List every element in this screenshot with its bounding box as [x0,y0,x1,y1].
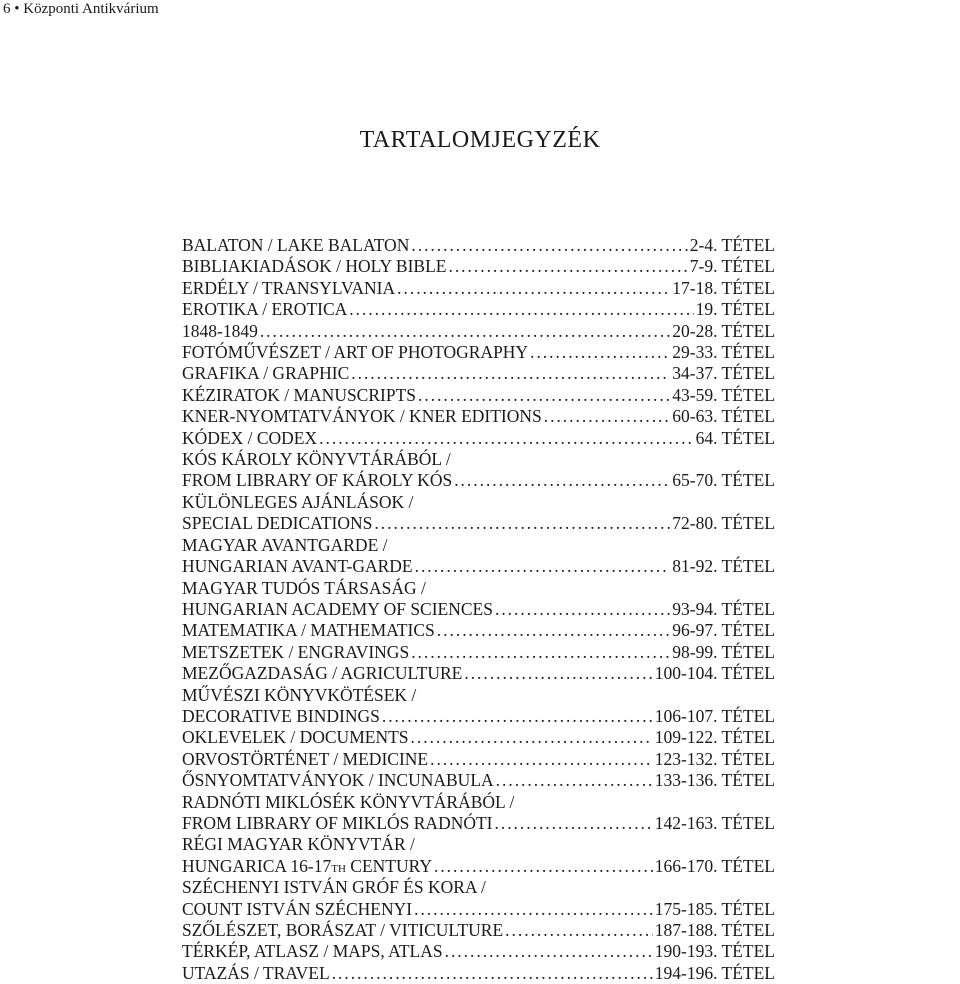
toc-entry-pages: 194-196. TÉTEL [654,962,775,983]
toc-entry-pages: 29-33. TÉTEL [672,342,775,363]
toc-entry [182,920,775,941]
running-head: 6 • Központi Antikvárium [3,1,159,17]
toc-entry-title: KNER-NYOMTATVÁNYOK / KNER EDITIONS [182,406,542,427]
toc-entry [182,235,775,256]
toc-entry-line [182,256,775,277]
toc-entry-title: KÉZIRATOK / MANUSCRIPTS [182,384,417,405]
toc-entry-pages: 123-132. TÉTEL [654,748,775,769]
toc-entry-pages: 106-107. TÉTEL [654,705,775,726]
dot-leader [349,299,693,320]
toc-entry-title: KÓS KÁROLY KÖNYVTÁRÁBÓL / [182,449,451,470]
toc-entry-title: MEZŐGAZDASÁG / AGRICULTURE [182,663,463,684]
toc-entry [182,663,775,684]
toc-entry-pages: 64. TÉTEL [695,427,775,448]
toc-entry-pages: 109-122. TÉTEL [654,727,775,748]
toc-entry [182,792,775,835]
toc-entry-pages: 100-104. TÉTEL [654,663,775,684]
toc-entry-line [182,321,775,342]
dot-leader [544,406,671,427]
toc-entry [182,299,775,320]
toc-entry [182,749,775,770]
toc-entry-pages: 60-63. TÉTEL [672,406,775,427]
toc-entry-title: 1848-1849 [182,320,258,341]
dot-leader [495,599,670,620]
toc-entry [182,363,775,384]
toc-entry [182,877,775,920]
toc-entry-title: MAGYAR AVANTGARDE / [182,534,388,555]
page-title: TARTALOMJEGYZÉK [359,127,601,153]
toc-entry-line [182,792,775,813]
table-of-contents [182,235,775,984]
toc-entry-pages: 2-4. TÉTEL [689,235,775,255]
toc-entry-title: BALATON / LAKE BALATON [182,235,410,255]
toc-entry [182,342,775,363]
toc-entry [182,321,775,342]
dot-leader [434,856,653,877]
toc-entry-pages: 175-185. TÉTEL [654,898,775,919]
toc-entry-pages: 187-188. TÉTEL [654,920,775,940]
toc-entry-title: BIBLIAKIADÁSOK / HOLY BIBLE [182,256,447,277]
toc-entry [182,642,775,663]
toc-entry-pages: 81-92. TÉTEL [672,556,775,577]
toc-entry-title: RÉGI MAGYAR KÖNYVTÁR / [182,834,415,855]
dot-leader [332,963,653,984]
toc-entry [182,578,775,621]
toc-entry-pages: 142-163. TÉTEL [654,812,775,833]
toc-entry [182,449,775,492]
toc-entry-title: FROM LIBRARY OF MIKLÓS RADNÓTI [182,812,493,833]
toc-entry [182,278,775,299]
toc-entry-line [182,513,775,534]
toc-entry-title: HUNGARIAN AVANT-GARDE [182,556,413,577]
toc-entry-pages: 133-136. TÉTEL [654,770,775,791]
toc-entry-title: HUNGARICA 16-17 [182,855,332,876]
toc-entry-line [182,406,775,427]
toc-entry-line [182,578,775,599]
toc-entry [182,428,775,449]
toc-entry-line [182,556,775,577]
toc-entry-pages: 19. TÉTEL [695,299,775,320]
toc-entry-pages: 72-80. TÉTEL [672,513,775,534]
toc-entry-title: COUNT ISTVÁN SZÉCHENYI [182,898,413,919]
toc-entry-title: RADNÓTI MIKLÓSÉK KÖNYVTÁRÁBÓL / [182,791,515,812]
toc-entry-line [182,770,775,791]
toc-entry-title: UTAZÁS / TRAVEL [182,962,330,983]
toc-entry-line [182,663,775,684]
dot-leader [414,899,653,920]
toc-entry-line [182,620,775,641]
dot-leader [411,727,653,748]
toc-entry-line [182,342,775,363]
toc-entry-title: KÓDEX / CODEX [182,427,318,448]
toc-entry-line [182,299,775,320]
toc-entry-title: SZŐLÉSZET, BORÁSZAT / VITICULTURE [182,920,504,940]
toc-entry-line [182,813,775,834]
toc-entry-title-tail: CENTURY [345,855,432,876]
toc-entry-line [182,470,775,491]
toc-entry [182,727,775,748]
toc-entry-line [182,278,775,299]
toc-entry-line [182,235,775,256]
dot-leader [496,770,653,791]
toc-entry-line: HUNGARICA 16-17 TH CENTURY . . . 166-170. TÉTEL [182,856,775,877]
toc-entry [182,620,775,641]
toc-entry-line [182,599,775,620]
toc-entry-title: KÜLÖNLEGES AJÁNLÁSOK / [182,491,414,512]
toc-entry-title: EROTIKA / EROTICA [182,299,348,320]
dot-leader [430,749,653,770]
dot-leader [454,470,670,491]
dot-leader [418,385,670,406]
toc-entry-pages: 43-59. TÉTEL [672,384,775,405]
toc-entry-title: FOTÓMŰVÉSZET / ART OF PHOTOGRAPHY [182,342,529,363]
dot-leader [495,813,653,834]
toc-entry-title: GRAFIKA / GRAPHIC [182,363,350,384]
toc-entry-pages: 34-37. TÉTEL [672,363,775,384]
toc-entry-pages: 20-28. TÉTEL [672,320,775,341]
toc-entry-line [182,642,775,663]
toc-entry [182,492,775,535]
toc-entry-line [182,492,775,513]
toc-entry [182,834,775,877]
dot-leader [505,920,653,941]
dot-leader [382,706,653,727]
toc-entry-line [182,685,775,706]
toc-entry-title: SZÉCHENYI ISTVÁN GRÓF ÉS KORA / [182,877,486,898]
toc-entry-line [182,877,775,898]
toc-entry-pages: 7-9. TÉTEL [689,256,775,277]
toc-entry-line [182,363,775,384]
toc-entry-line [182,834,775,855]
toc-entry-line [182,941,775,962]
dot-leader [448,256,687,277]
toc-entry-pages: 166-170. TÉTEL [654,855,775,876]
toc-entry-line [182,920,775,941]
toc-entry-title: FROM LIBRARY OF KÁROLY KÓS [182,470,453,491]
dot-leader [464,663,652,684]
dot-leader [260,321,670,342]
dot-leader [411,642,670,663]
dot-leader [437,620,670,641]
toc-entry-pages: 96-97. TÉTEL [672,620,775,641]
toc-entry-pages: 190-193. TÉTEL [654,941,775,962]
toc-entry-line [182,899,775,920]
toc-entry-line [182,428,775,449]
toc-entry-title: HUNGARIAN ACADEMY OF SCIENCES [182,598,493,619]
toc-entry [182,535,775,578]
dot-leader [397,278,670,299]
toc-entry-title: METSZETEK / ENGRAVINGS [182,641,410,662]
toc-entry-title: ŐSNYOMTATVÁNYOK / INCUNABULA [182,770,494,791]
toc-entry [182,256,775,277]
dot-leader [415,556,671,577]
toc-entry-line [182,963,775,984]
toc-entry-title: OKLEVELEK / DOCUMENTS [182,727,409,748]
toc-entry-title: MATEMATIKA / MATHEMATICS [182,620,435,641]
toc-entry-pages: 17-18. TÉTEL [672,277,775,298]
dot-leader [530,342,670,363]
toc-entry-title: ORVOSTÖRTÉNET / MEDICINE [182,748,429,769]
dot-leader [411,235,687,256]
toc-entry-line [182,535,775,556]
toc-entry [182,963,775,984]
toc-entry [182,385,775,406]
toc-entry-line [182,706,775,727]
toc-entry [182,685,775,728]
toc-entry-line [182,385,775,406]
dot-leader [319,428,693,449]
toc-entry-title: MAGYAR TUDÓS TÁRSASÁG / [182,577,426,598]
toc-entry-pages: 98-99. TÉTEL [672,641,775,662]
toc-entry-pages: 93-94. TÉTEL [672,598,775,619]
toc-entry-line [182,449,775,470]
toc-entry-title: SPECIAL DEDICATIONS [182,513,373,534]
toc-entry-title: DECORATIVE BINDINGS [182,705,380,726]
dot-leader [351,363,670,384]
dot-leader [374,513,670,534]
toc-entry-title: TÉRKÉP, ATLASZ / MAPS, ATLAS [182,941,443,962]
toc-entry [182,770,775,791]
toc-entry-title: ERDÉLY / TRANSYLVANIA [182,277,396,298]
toc-entry-pages: 65-70. TÉTEL [672,470,775,491]
dot-leader [445,941,653,962]
toc-entry [182,406,775,427]
toc-entry-line [182,727,775,748]
toc-entry [182,941,775,962]
toc-entry-line [182,749,775,770]
toc-entry-title: MŰVÉSZI KÖNYVKÖTÉSEK / [182,684,417,705]
